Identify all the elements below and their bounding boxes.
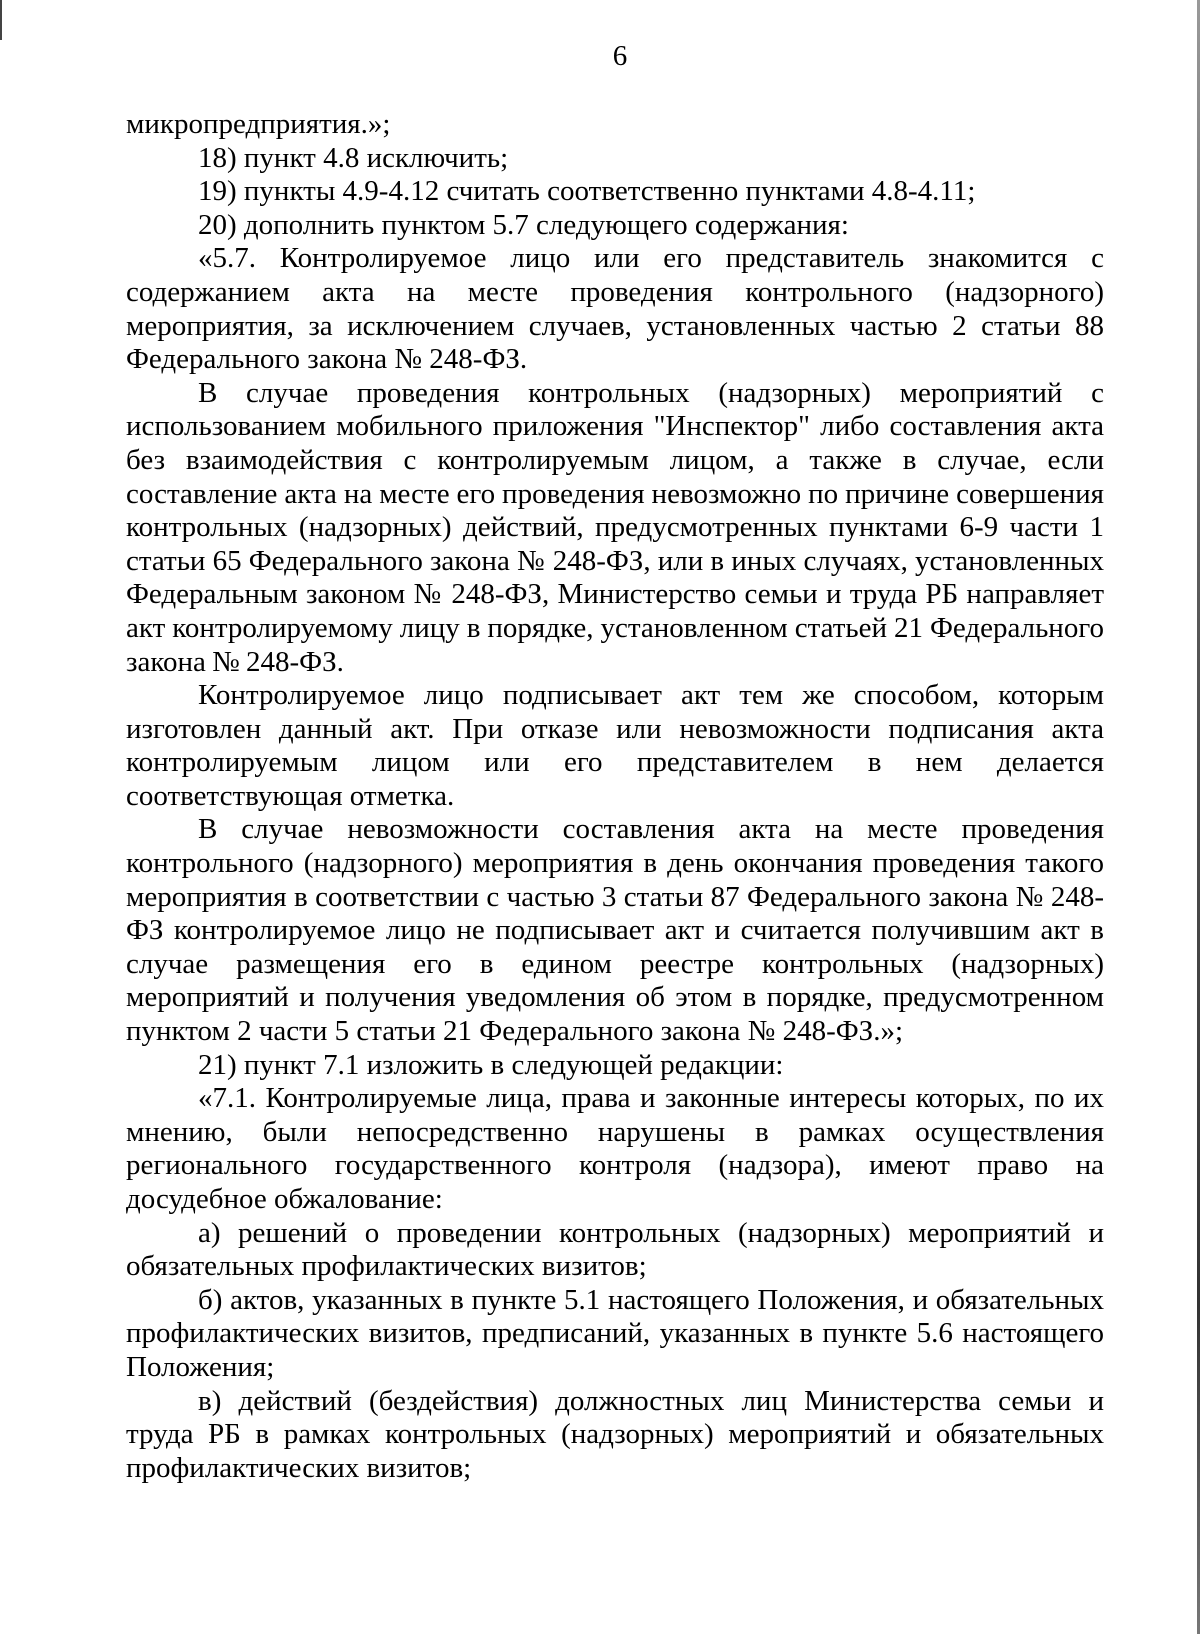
paragraph-item-20: 20) дополнить пунктом 5.7 следующего содержания: xyxy=(198,208,849,241)
paragraph-item-21: 21) пункт 7.1 изложить в следующей редакции: xyxy=(198,1048,784,1081)
paragraph-item-18: 18) пункт 4.8 исключить; xyxy=(198,141,509,174)
paragraph-impossibility: В случае невозможности составления акта на месте проведения контрольного (надзорного) мероприятия в день окончания проведения такого мероприятия в соответствии с частью 3 статьи 87 Федерального закона № 248-ФЗ контролируемое лицо не подписывает акт и считается получившим акт в случае размещения его в едином реестре контрольных (надзорных) мероприятий и получения уведомления об этом в порядке, предусмотренном пунктом 2 части 5 статьи 21 Федерального закона № 248-ФЗ.»; xyxy=(126,813,1104,1048)
document-body xyxy=(126,108,1104,1485)
paragraph-7-1: «7.1. Контролируемые лица, права и законные интересы которых, по их мнению, были непосредственно нарушены в рамках осуществления регионального государственного контроля (надзора), имеют право на досудебное обжалование: xyxy=(126,1082,1104,1215)
scan-edge-left xyxy=(0,0,2,40)
paragraph-mobile-app: В случае проведения контрольных (надзорных) мероприятий с использованием мобильного приложения "Инспектор" либо составления акта без взаимодействия с контролируемым лицом, а также в случае, если составление акта на месте его проведения невозможно по причине совершения контрольных (надзорных) действий, предусмотренных пунктами 6-9 части 1 статьи 65 Федерального закона № 248-ФЗ, или в иных случаях, установленных Федеральным законом № 248-ФЗ, Министерство семьи и труда РБ направляет акт контролируемому лицу в порядке, установленном статьей 21 Федерального закона № 248-ФЗ. xyxy=(126,376,1104,678)
paragraph-sub-v: в) действий (бездействия) должностных лиц Министерства семьи и труда РБ в рамках контрольных (надзорных) мероприятий и обязательных профилактических визитов; xyxy=(126,1384,1104,1484)
paragraph-signing: Контролируемое лицо подписывает акт тем же способом, которым изготовлен данный акт. При отказе или невозможности подписания акта контролируемым лицом или его представителем в нем делается соответствующая отметка. xyxy=(126,679,1104,812)
paragraph-5-7: «5.7. Контролируемое лицо или его представитель знакомится с содержанием акта на месте проведения контрольного (надзорного) мероприятия, за исключением случаев, установленных частью 2 статьи 88 Федерального закона № 248-ФЗ. xyxy=(126,242,1104,376)
paragraph-sub-a: а) решений о проведении контрольных (надзорных) мероприятий и обязательных профилактических визитов; xyxy=(126,1216,1104,1283)
paragraph-continuation: микропредприятия.»; xyxy=(126,108,391,140)
page-number: 6 xyxy=(612,40,628,72)
paragraph-sub-b: б) актов, указанных в пункте 5.1 настоящего Положения, и обязательных профилактических визитов, предписаний, указанных в пункте 5.6 настоящего Положения; xyxy=(126,1283,1104,1383)
paragraph-item-19: 19) пункты 4.9-4.12 считать соответственно пунктами 4.8-4.11; xyxy=(198,175,976,208)
